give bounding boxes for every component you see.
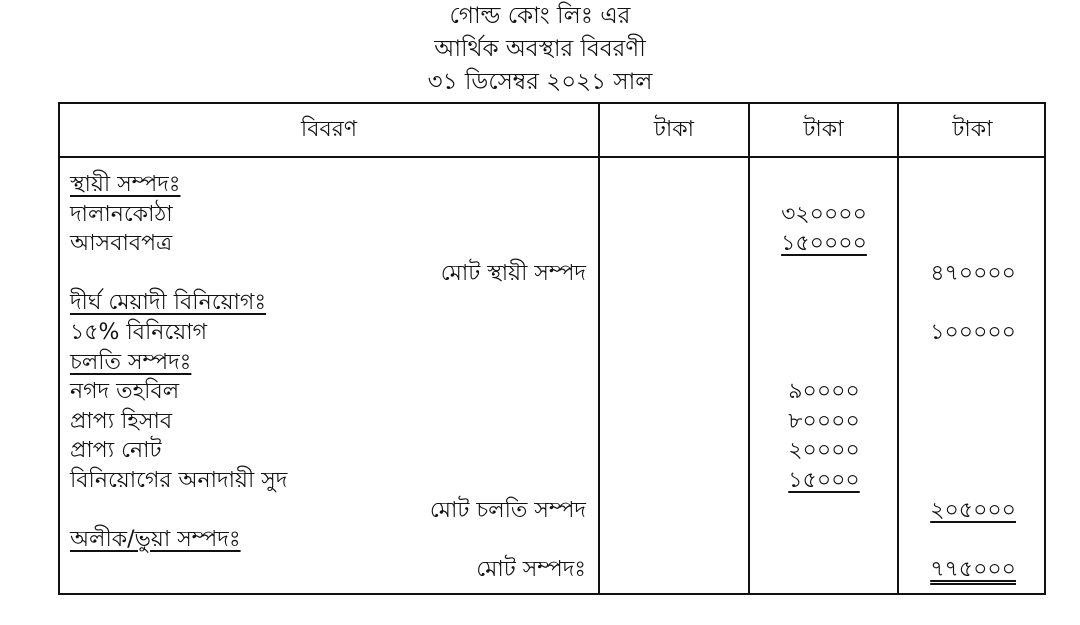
statement-row <box>60 436 1044 466</box>
header-amount-2: টাকা <box>803 117 844 142</box>
item-label: আসবাবপত্র <box>70 231 173 257</box>
description-cell <box>60 555 586 585</box>
item-label: বিনিয়োগের অনাদায়ী সুদ <box>70 468 288 493</box>
statement-row <box>60 170 1044 200</box>
amount-cell-3 <box>898 259 1046 289</box>
amount-cell-2 <box>750 407 898 437</box>
header-amount-3: টাকা <box>952 117 993 142</box>
description-cell <box>60 259 586 289</box>
statement-row <box>60 555 1044 585</box>
statement-row <box>60 407 1044 437</box>
statement-title: আর্থিক অবস্থার বিবরণী <box>434 36 646 62</box>
description-cell <box>70 525 590 555</box>
total-label: মোট সম্পদঃ <box>476 556 586 582</box>
total-label: মোট স্থায়ী সম্পদ <box>440 260 586 286</box>
amount-value: ১০০০০০ <box>930 320 1016 345</box>
amount-cell-2 <box>750 436 898 466</box>
header-amount-1: টাকা <box>653 117 695 142</box>
amount-cell-3 <box>898 318 1046 348</box>
statement-date: ৩১ ডিসেম্বর ২০২১ সাল <box>427 69 653 95</box>
amount-value: ৯০০০০ <box>788 379 860 405</box>
statement-title-block <box>0 0 1080 99</box>
section-heading: স্থায়ী সম্পদঃ <box>70 172 181 197</box>
amount-cell-3 <box>898 555 1046 585</box>
amount-value: ২০০০০ <box>788 438 860 464</box>
company-name: গোল্ড কোং লিঃ এর <box>449 3 631 29</box>
amount-value: ৪৭০০০০ <box>930 260 1016 286</box>
statement-row <box>60 200 1044 230</box>
description-cell <box>70 170 590 200</box>
statement-row <box>60 318 1044 348</box>
amount-value: ৮০০০০ <box>788 408 860 434</box>
amount-value: ২০৫০০০ <box>930 497 1016 523</box>
statement-row <box>60 259 1044 289</box>
amount-cell-2 <box>750 229 898 259</box>
section-heading: দীর্ঘ মেয়াদী বিনিয়োগঃ <box>70 290 267 316</box>
description-cell <box>70 200 590 230</box>
item-label: প্রাপ্য হিসাব <box>70 408 173 434</box>
statement-row <box>60 229 1044 259</box>
statement-row <box>60 525 1044 555</box>
statement-row <box>60 466 1044 496</box>
amount-cell-2 <box>750 466 898 496</box>
financial-position-table <box>58 102 1046 595</box>
amount-value: ৩২০০০০ <box>781 201 867 227</box>
item-label: দালানকোঠা <box>70 201 173 227</box>
description-cell <box>60 496 586 526</box>
description-cell <box>70 318 590 348</box>
description-cell <box>70 466 590 496</box>
amount-cell-2 <box>750 377 898 407</box>
description-cell <box>70 377 590 407</box>
statement-row <box>60 377 1044 407</box>
amount-cell-3 <box>898 496 1046 526</box>
amount-value: ৭৭৫০০০ <box>930 556 1016 582</box>
section-heading: অলীক/ভুয়া সম্পদঃ <box>70 527 241 553</box>
statement-row <box>60 496 1044 526</box>
header-description: বিবরণ <box>300 117 358 142</box>
description-cell <box>70 229 590 259</box>
amount-value: ১৫০০০ <box>788 468 860 493</box>
total-label: মোট চলতি সম্পদ <box>429 497 586 523</box>
amount-value: ১৫০০০০ <box>781 231 867 257</box>
description-cell <box>70 436 590 466</box>
description-cell <box>70 288 590 318</box>
header-divider <box>60 156 1044 158</box>
item-label: প্রাপ্য নোট <box>70 438 162 464</box>
description-cell <box>70 348 590 378</box>
statement-row <box>60 348 1044 378</box>
section-heading: চলতি সম্পদঃ <box>70 349 192 375</box>
item-label: নগদ তহবিল <box>70 379 180 405</box>
description-cell <box>70 407 590 437</box>
statement-row <box>60 288 1044 318</box>
item-label: ১৫% বিনিয়োগ <box>70 320 208 345</box>
amount-cell-2 <box>750 200 898 230</box>
